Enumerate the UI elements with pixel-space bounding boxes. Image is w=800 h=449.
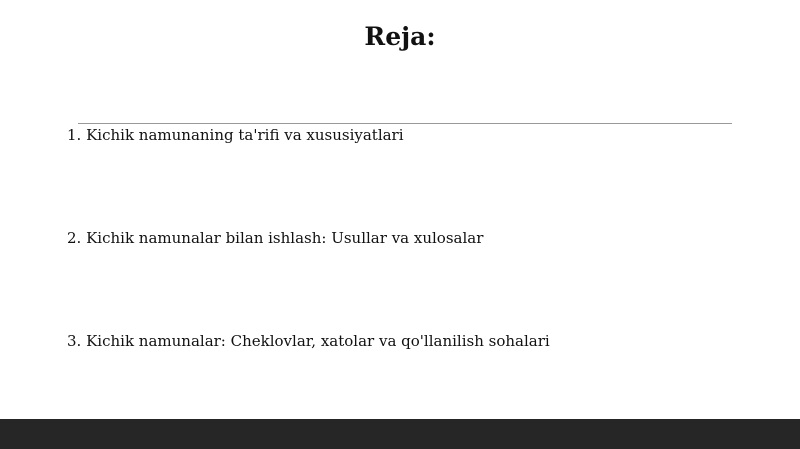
bottom-bar (0, 419, 800, 449)
plan-item-3: 3. Kichik namunalar: Cheklovlar, xatolar va qo'llanilish sohalari (67, 332, 550, 350)
plan-item-2: 2. Kichik namunalar bilan ishlash: Usullar va xulosalar (67, 229, 484, 247)
divider-line (78, 123, 732, 124)
slide-title: Reja: (364, 22, 436, 51)
plan-item-1: 1. Kichik namunaning ta'rifi va xususiyatlari (67, 126, 404, 144)
